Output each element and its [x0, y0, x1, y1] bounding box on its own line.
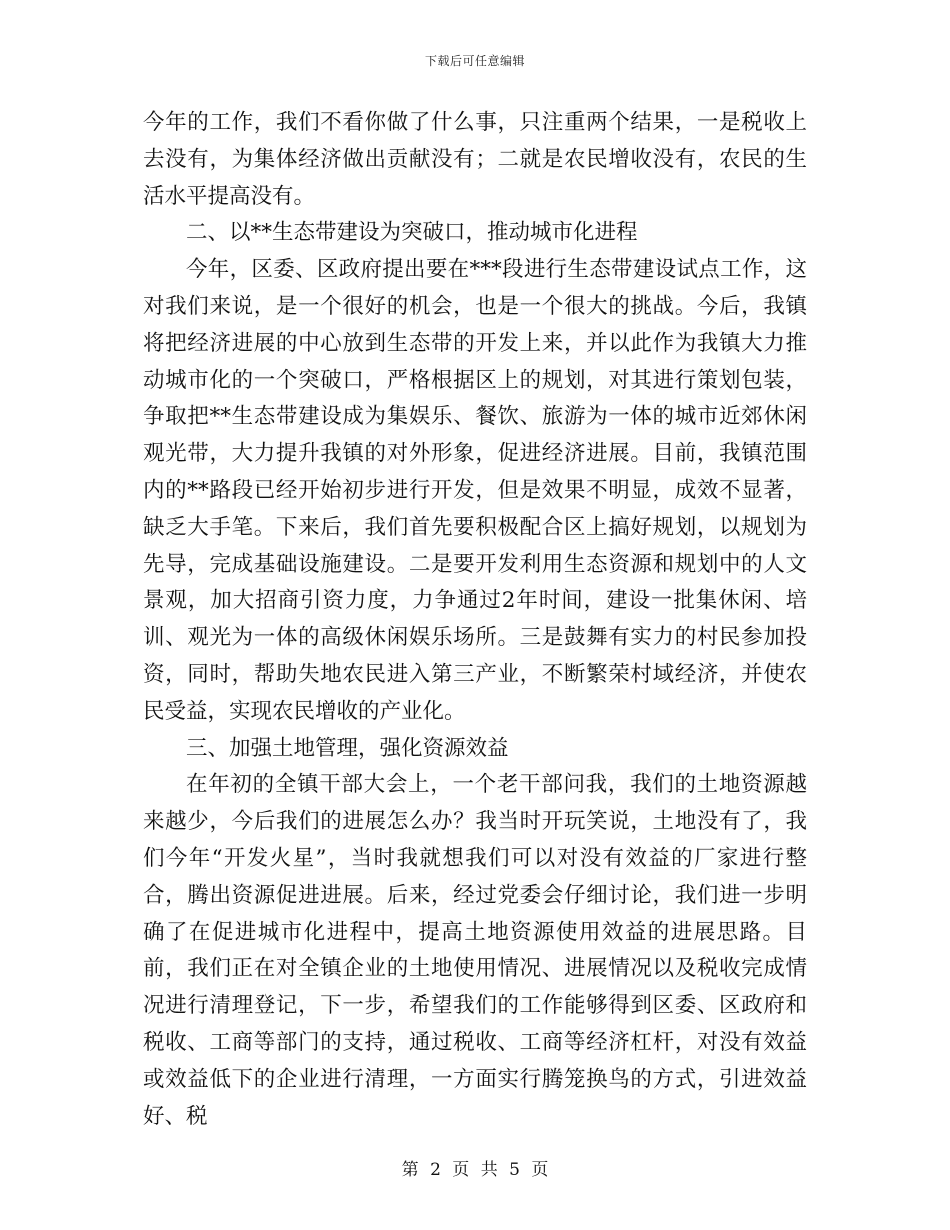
page-number-footer: 第 2 页 共 5 页: [401, 1160, 549, 1180]
page-header: 下载后可任意编辑: [424, 54, 525, 68]
section-heading-3: 三、加强土地管理，强化资源效益: [186, 735, 509, 761]
paragraph-continuation: 今年的工作，我们不看你做了什么事，只注重两个结果，一是税收上去没有，为集体经济做出贡献没有；二就是农民增收没有，农民的生活水平提高没有。: [143, 110, 807, 209]
section-heading-2: 二、以**生态带建设为突破口，推动城市化进程: [186, 220, 638, 246]
paragraph-land-management: 在年初的全镇干部大会上，一个老干部问我，我们的土地资源越来越少，今后我们的进展怎么办？我当时开玩笑说，土地没有了，我们今年“开发火星”，当时我就想我们可以对没有效益的厂家进行整合，腾出资源促进进展。后来，经过党委会仔细讨论，我们进一步明确了在促进城市化进程中，提高土地资源使用效益的进展思路。目前，我们正在对全镇企业的土地使用情况、进展情况以及税收完成情况进行清理登记，下一步，希望我们的工作能够得到区委、区政府和税收、工商等部门的支持，通过税收、工商等经济杠杆，对没有效益或效益低下的企业进行清理，一方面实行腾笼换鸟的方式，引进效益好、税: [143, 772, 807, 1129]
document-body: [143, 105, 807, 1135]
paragraph-ecological-belt: 今年，区委、区政府提出要在***段进行生态带建设试点工作，这对我们来说，是一个很好的机会，也是一个很大的挑战。今后，我镇将把经济进展的中心放到生态带的开发上来，并以此作为我镇大力推动城市化的一个突破口，严格根据区上的规划，对其进行策划包装，争取把**生态带建设成为集娱乐、餐饮、旅游为一体的城市近郊休闲观光带，大力提升我镇的对外形象，促进经济进展。目前，我镇范围内的**路段已经开始初步进行开发，但是效果不明显，成效不显著，缺乏大手笔。下来后，我们首先要积极配合区上搞好规划，以规划为先导，完成基础设施建设。二是要开发利用生态资源和规划中的人文景观，加大招商引资力度，力争通过2年时间，建设一批集休闲、培训、观光为一体的高级休闲娱乐场所。三是鼓舞有实力的村民参加投资，同时，帮助失地农民进入第三产业，不断繁荣村域经济，并使农民受益，实现农民增收的产业化。: [143, 257, 807, 724]
